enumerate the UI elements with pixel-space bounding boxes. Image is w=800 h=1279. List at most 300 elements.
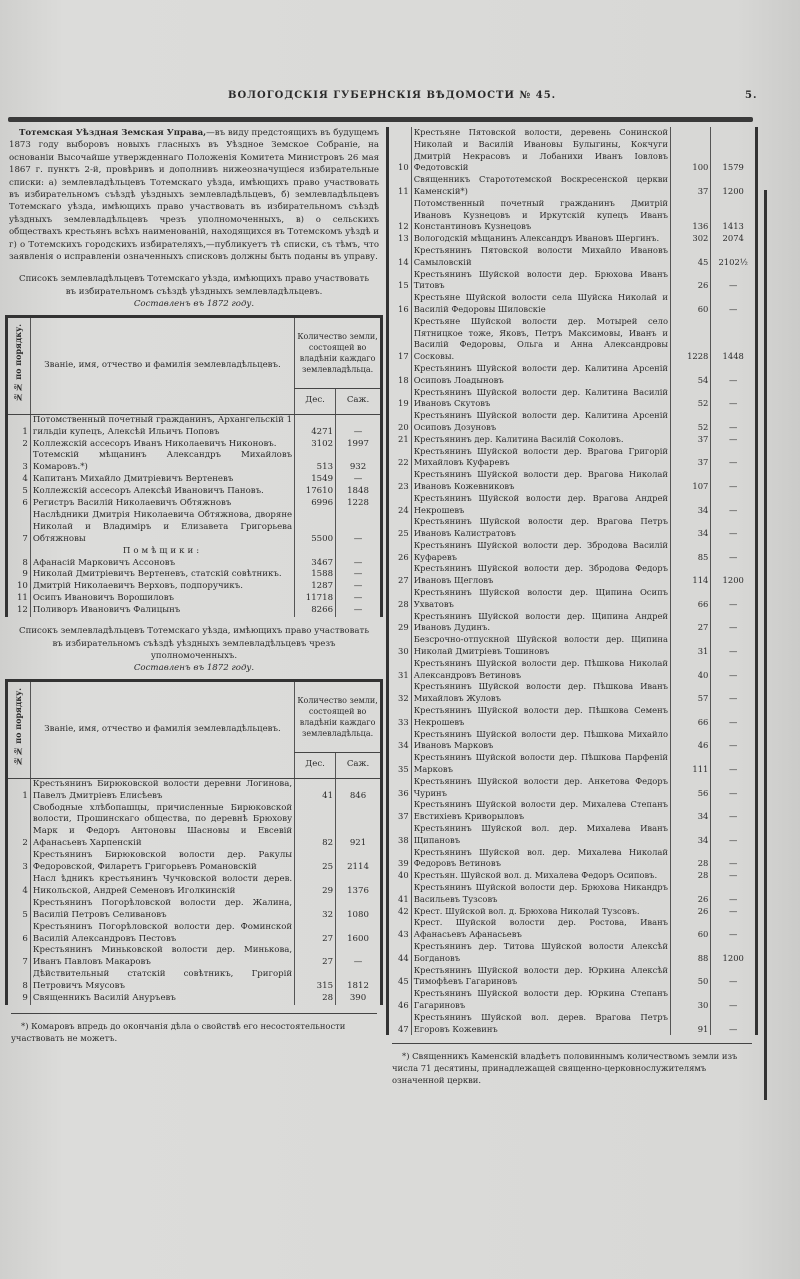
row-desiatiny: 1228 <box>671 316 711 363</box>
table-row <box>388 847 757 871</box>
row-name: Крестьянинъ Шуйской вол. дер. Михалева Николай Федоровъ Ветиновъ <box>413 846 668 869</box>
row-sazheni: — <box>711 292 757 316</box>
row-name: Вологодскій мѣщанинъ Александръ Ивановъ Шергинъ. <box>413 233 660 244</box>
row-number: 3 <box>7 850 31 874</box>
row-desiatiny: 60 <box>671 292 711 316</box>
row-number: 1 <box>7 778 31 802</box>
table-row <box>7 486 382 498</box>
row-name: Крестьянинъ Миньковской волости дер. Минькова, Иванъ Павловъ Макаровъ <box>32 945 293 968</box>
row-name: Крестьянинъ Шуйской волости дер. Збродова Василій Куфаревъ <box>413 539 668 562</box>
row-name: Крестьянинъ Шуйской волости дер. Щипина Осипъ Ухватовъ <box>413 587 668 609</box>
row-name: Безсрочно-отпускной Шуйской волости дер. Щипина Николай Дмитріевъ Тошиновъ <box>413 634 668 657</box>
table-row <box>7 898 382 922</box>
list2-col-name: Званіе, имя, отчество и фамилія землевладѣльцевъ. <box>30 680 294 778</box>
row-sazheni: 1600 <box>336 922 382 946</box>
row-number: 30 <box>388 634 412 658</box>
table-row <box>388 363 757 387</box>
row-name: Крестьянинъ Шуйской волости дер. Калитина Василій Ивановъ Скутовъ <box>413 386 668 409</box>
row-desiatiny: 88 <box>671 941 711 965</box>
table-row <box>388 446 757 470</box>
row-name: Регистръ Василій Николаевичъ Обтяжновъ <box>32 498 232 509</box>
table-row <box>388 882 757 906</box>
table-row <box>388 587 757 611</box>
row-name: Крестьян. Шуйской вол. д. Михалева Федоръ Осиповъ. <box>413 870 658 881</box>
row-desiatiny: 8266 <box>295 605 336 617</box>
row-sazheni: — <box>336 581 382 593</box>
row-name: Капитанъ Михайло Дмитріевичъ Вертеневъ <box>32 474 234 485</box>
table-row <box>388 729 757 753</box>
list1-caption: Списокъ землевладѣльцевъ Тотемскаго уѣзда, имѣющихъ право участвовать въ избирательномъ съѣздѣ уѣздныхъ землевладѣльцевъ. <box>19 274 369 297</box>
row-desiatiny: 26 <box>671 269 711 293</box>
row-number: 13 <box>388 233 412 245</box>
row-sazheni: — <box>711 516 757 540</box>
row-sazheni: — <box>711 823 757 847</box>
list2-col-dec: Дес. <box>295 752 336 778</box>
row-number: 7 <box>7 510 31 546</box>
table-row <box>388 540 757 564</box>
row-name: Крестьянинъ Шуйской волости дер. Врагова Григорій Михайловъ Куфаревъ <box>413 445 668 468</box>
row-number: 28 <box>388 587 412 611</box>
row-name: Крестьянинъ Шуйской волости дер. Михалева Степанъ Евстихіевъ Криворыловъ <box>413 799 668 822</box>
row-number: 38 <box>388 823 412 847</box>
list2-col-qty: Количество земли, состоящей во владѣніи каждаго землевладѣльца. <box>295 680 382 752</box>
row-desiatiny: 3102 <box>295 439 336 451</box>
row-name: Священникъ Василій Ануръевъ <box>32 993 176 1004</box>
row-name: Крестьяне Шуйской волости дер. Мотырей село Пятницкое тоже, Яковъ, Петръ Максимовы, Иванъ и Василій Федоровы, Ольга и Анна Александровы Сосковы. <box>413 315 668 362</box>
row-desiatiny: 5500 <box>295 510 336 546</box>
row-number: 1 <box>7 414 31 438</box>
table-row <box>388 269 757 293</box>
row-name: Потомственный почетный гражданинъ Дмитрій Ивановъ Кузнецовъ и Иркутскій купецъ Иванъ Константиновъ Кузнецовъ <box>413 197 668 232</box>
row-number: 47 <box>388 1012 412 1036</box>
row-sazheni: — <box>711 446 757 470</box>
table-row <box>7 439 382 451</box>
table-row <box>7 414 382 438</box>
list1-compiled: Составленъ въ 1872 году. <box>133 299 255 310</box>
row-sazheni: — <box>336 569 382 581</box>
row-number: 3 <box>7 450 31 474</box>
row-desiatiny: 85 <box>671 540 711 564</box>
row-desiatiny: 52 <box>671 387 711 411</box>
row-sazheni: 1228 <box>336 498 382 510</box>
list1-col-sazh: Саж. <box>336 388 382 414</box>
table-row <box>7 510 382 546</box>
row-number: 10 <box>7 581 31 593</box>
row-desiatiny: 37 <box>671 446 711 470</box>
row-number: 39 <box>388 847 412 871</box>
table-row <box>388 705 757 729</box>
row-name: Крестьянинъ Шуйской волости дер. Брюхова Никандръ Васильевъ Тузсовъ <box>413 882 668 904</box>
list2-caption: Списокъ землевладѣльцевъ Тотемскаго уѣзда, имѣющихъ право участвовать въ избирательномъ съѣздѣ уѣздныхъ землевладѣльцевъ чрезъ уполномоченныхъ. <box>19 626 369 661</box>
row-sazheni: — <box>711 799 757 823</box>
row-number: 4 <box>7 874 31 898</box>
table-row <box>388 316 757 363</box>
row-sazheni: — <box>711 906 757 918</box>
row-desiatiny: 114 <box>671 563 711 587</box>
table-row <box>388 493 757 517</box>
row-name: Крестьянинъ Шуйской волости дер. Врагова Николай Ивановъ Кожевниковъ <box>413 469 668 491</box>
row-name: Крестьянинъ Шуйской волости дер. Щипина Андрей Ивановъ Дудинъ. <box>413 610 668 633</box>
row-desiatiny: 17610 <box>295 486 336 498</box>
list2-caption-block <box>13 625 375 675</box>
table-row <box>388 681 757 705</box>
row-desiatiny: 28 <box>295 993 336 1005</box>
row-name: Коллежскій ассесоръ Алексѣй Ивановичъ Пановъ. <box>32 486 264 497</box>
row-name: Крестьянинъ Погорѣловской волости дер. Фоминской Василій Александровъ Пестовъ <box>32 921 293 944</box>
row-sazheni: — <box>711 269 757 293</box>
row-number: 37 <box>388 799 412 823</box>
row-desiatiny: 29 <box>295 874 336 898</box>
row-number: 19 <box>388 387 412 411</box>
row-desiatiny: 27 <box>671 611 711 635</box>
row-number: 18 <box>388 363 412 387</box>
table-row <box>7 498 382 510</box>
row-sazheni: 1200 <box>711 941 757 965</box>
row-name: Крестьянинъ Погорѣловской волости дер. Жалина, Василій Петровъ Селивановъ <box>32 897 293 920</box>
row-name: Крестьянинъ Бирюковской волости дер. Ракулы Федоровской, Филаретъ Григорьевъ Романовскій <box>32 850 293 873</box>
row-desiatiny: 37 <box>671 174 711 198</box>
row-sazheni: — <box>711 988 757 1012</box>
row-name: Крестьянинъ Шуйской волости дер. Юркина Алексѣй Тимофѣевъ Гагариновъ <box>413 964 668 987</box>
row-number: 11 <box>7 593 31 605</box>
row-name: Коллежскій ассесоръ Иванъ Николаевичъ Никоновъ. <box>32 438 277 449</box>
row-name: Николай Дмитріевичъ Вертеневъ, статскій совѣтникъ. <box>32 569 282 580</box>
row-sazheni: — <box>711 587 757 611</box>
table-row <box>7 945 382 969</box>
row-desiatiny: 6996 <box>295 498 336 510</box>
row-number: 17 <box>388 316 412 363</box>
row-name: Крестьянинъ Пятовской волости Михайло Ивановъ Самыловскій <box>413 244 668 267</box>
table-row <box>7 569 382 581</box>
row-number: 16 <box>388 292 412 316</box>
row-number: 5 <box>7 898 31 922</box>
page-number: 5. <box>745 90 758 101</box>
row-number: 15 <box>388 269 412 293</box>
row-number: 36 <box>388 776 412 800</box>
table-row <box>388 611 757 635</box>
row-desiatiny: 60 <box>671 917 711 941</box>
row-sazheni: 1200 <box>711 174 757 198</box>
list2-continued-table <box>386 127 758 1035</box>
page-edge-rule <box>764 190 767 1100</box>
table-row <box>7 778 382 802</box>
row-number: 12 <box>7 605 31 617</box>
row-number: 5 <box>7 486 31 498</box>
row-sazheni: 1812 <box>336 969 382 993</box>
table-row <box>7 474 382 486</box>
row-sazheni: — <box>711 1012 757 1036</box>
row-desiatiny: 40 <box>671 658 711 682</box>
row-number: 35 <box>388 752 412 776</box>
row-desiatiny: 315 <box>295 969 336 993</box>
row-desiatiny: 100 <box>671 127 711 174</box>
row-name: Тотемскій мѣщанинъ Александръ Михайловъ Комаровъ.*) <box>32 450 293 473</box>
row-sazheni: — <box>336 605 382 617</box>
row-name: Крестьяне Шуйской волости села Шуйска Николай и Василій Федоровы Шиловскіе <box>413 292 668 314</box>
row-name: Крестьянинъ Шуйской волости дер. Калитина Арсеній Осиповъ Дозуновъ <box>413 410 668 432</box>
row-desiatiny: 107 <box>671 469 711 493</box>
list2-table <box>5 679 383 1005</box>
row-number: 10 <box>388 127 412 174</box>
list1-col-dec: Дес. <box>295 388 336 414</box>
table-row <box>388 941 757 965</box>
table-row <box>388 245 757 269</box>
right-column <box>386 127 758 1086</box>
row-name: Насл ѣдникъ крестьянинъ Чучковской волости дерев. Никольской, Андрей Семеновъ Иголкинскій <box>32 873 293 896</box>
row-desiatiny: 37 <box>671 434 711 446</box>
row-name: Крестьянинъ дер. Калитина Василій Соколовъ. <box>413 433 624 444</box>
row-sazheni: — <box>711 493 757 517</box>
row-sazheni: — <box>711 681 757 705</box>
table-row <box>7 450 382 474</box>
row-number: 33 <box>388 705 412 729</box>
row-number: 32 <box>388 681 412 705</box>
row-sazheni: — <box>711 410 757 434</box>
row-desiatiny: 25 <box>295 850 336 874</box>
row-sazheni: 1848 <box>336 486 382 498</box>
row-sazheni: 390 <box>336 993 382 1005</box>
row-sazheni: 932 <box>336 450 382 474</box>
table-row <box>7 558 382 570</box>
row-name: Дмитрій Николаевичъ Верховъ, подпоручикъ. <box>32 581 243 592</box>
row-desiatiny: 52 <box>671 410 711 434</box>
row-desiatiny: 111 <box>671 752 711 776</box>
row-desiatiny: 3467 <box>295 558 336 570</box>
row-number: 11 <box>388 174 412 198</box>
row-desiatiny: 66 <box>671 705 711 729</box>
row-desiatiny: 46 <box>671 729 711 753</box>
row-name: Дѣйствительный статскій совѣтникъ, Григорій Петровичъ Мяусовъ <box>32 969 293 992</box>
row-sazheni: 1080 <box>336 898 382 922</box>
row-sazheni: — <box>711 634 757 658</box>
row-name: Свободные хлѣбопашцы, причисленные Бирюковской волости, Прошинскаго общества, по деревнѣ Брюхову Марк и Федоръ Антоновы Шасновы и Евсевій Афанасьевъ Харпенскій <box>32 802 293 849</box>
row-desiatiny: 34 <box>671 516 711 540</box>
row-desiatiny: 27 <box>295 945 336 969</box>
table-row <box>388 658 757 682</box>
row-number: 8 <box>7 969 31 993</box>
row-desiatiny: 34 <box>671 799 711 823</box>
table-row <box>388 198 757 233</box>
table-row <box>388 870 757 882</box>
row-name: Крестьянинъ Шуйской волости дер. Пѣшкова Михайло Ивановъ Марковъ <box>413 728 668 751</box>
row-desiatiny: 136 <box>671 198 711 233</box>
row-sazheni: — <box>336 510 382 546</box>
table-row <box>7 803 382 851</box>
row-sazheni: — <box>711 882 757 906</box>
table-row <box>388 434 757 446</box>
row-desiatiny: 57 <box>671 681 711 705</box>
header-rule <box>8 117 753 122</box>
row-name: Священникъ Старототемской Воскресенской церкви Каменскій*) <box>413 174 668 196</box>
row-desiatiny: 34 <box>671 823 711 847</box>
table-row <box>388 1012 757 1036</box>
row-sazheni: — <box>711 776 757 800</box>
list2-col-sazh: Саж. <box>336 752 382 778</box>
row-desiatiny: 1549 <box>295 474 336 486</box>
row-desiatiny: 11718 <box>295 593 336 605</box>
page-header <box>0 90 800 106</box>
table-row <box>388 965 757 989</box>
list2-compiled: Составленъ въ 1872 году. <box>133 663 255 674</box>
row-sazheni: 1448 <box>711 316 757 363</box>
row-sazheni: — <box>711 434 757 446</box>
intro-paragraph <box>9 127 379 263</box>
table-row <box>7 922 382 946</box>
row-number: 27 <box>388 563 412 587</box>
row-number: 23 <box>388 469 412 493</box>
row-number: 6 <box>7 498 31 510</box>
row-name: Крестьянинъ Шуйской вол. дер. Михалева Иванъ Щипановъ <box>413 823 668 845</box>
row-desiatiny: 1287 <box>295 581 336 593</box>
row-name: Афанасій Марковичъ Ассоновъ <box>32 557 176 568</box>
row-number: 34 <box>388 729 412 753</box>
row-sazheni: 1200 <box>711 563 757 587</box>
row-sazheni: 2102½ <box>711 245 757 269</box>
table-row <box>7 969 382 993</box>
row-desiatiny: 50 <box>671 965 711 989</box>
row-number: 29 <box>388 611 412 635</box>
row-desiatiny: 45 <box>671 245 711 269</box>
row-number: 12 <box>388 198 412 233</box>
row-name: Потомственный почетный гражданинъ, Архангельскій 1 гильдіи купецъ, Алексѣй Ильичъ Поповъ <box>32 414 293 437</box>
row-sazheni: — <box>711 658 757 682</box>
row-desiatiny: 34 <box>671 493 711 517</box>
row-sazheni: — <box>336 414 382 438</box>
row-sazheni: — <box>711 469 757 493</box>
row-name: Крестьянинъ Шуйской волости дер. Калитина Арсеній Осиповъ Лоадыновъ <box>413 362 668 385</box>
row-number: 9 <box>7 993 31 1005</box>
row-name: Крест. Шуйской волости дер. Ростова, Иванъ Афанасьевъ Афанасьевъ <box>413 917 668 940</box>
row-sazheni: — <box>336 945 382 969</box>
list1-header-row <box>7 316 382 388</box>
row-number: 40 <box>388 870 412 882</box>
row-sazheni: 2114 <box>336 850 382 874</box>
row-number: 31 <box>388 658 412 682</box>
table-row <box>7 593 382 605</box>
row-desiatiny: 54 <box>671 363 711 387</box>
row-name: Крестьянинъ Шуйской волости дер. Пѣшкова Парфеній Марковъ <box>413 752 668 775</box>
table-row <box>388 516 757 540</box>
table-row <box>388 410 757 434</box>
row-sazheni: — <box>711 752 757 776</box>
row-sazheni: 2074 <box>711 233 757 245</box>
row-desiatiny: 302 <box>671 233 711 245</box>
list1-col-num: №№ по порядку. <box>7 316 31 414</box>
row-name: Крестьянинъ Шуйской волости дер. Юркина Степанъ Гагариновъ <box>413 988 668 1010</box>
row-number: 45 <box>388 965 412 989</box>
table-row <box>388 387 757 411</box>
row-number: 24 <box>388 493 412 517</box>
row-sazheni: 1997 <box>336 439 382 451</box>
row-number: 2 <box>7 803 31 851</box>
row-number: 43 <box>388 917 412 941</box>
row-sazheni: 1413 <box>711 198 757 233</box>
row-sazheni: — <box>336 474 382 486</box>
row-desiatiny: 82 <box>295 803 336 851</box>
row-desiatiny: 91 <box>671 1012 711 1036</box>
table-row <box>388 469 757 493</box>
row-sazheni: — <box>711 729 757 753</box>
table-row <box>388 988 757 1012</box>
table-row <box>388 174 757 198</box>
list1-caption-block <box>13 273 375 310</box>
row-name: Крестьянинъ Шуйской волости дер. Пѣшкова Семенъ Некрошевъ <box>413 705 668 727</box>
table-row <box>388 799 757 823</box>
row-number: 42 <box>388 906 412 918</box>
row-desiatiny: 30 <box>671 988 711 1012</box>
intro-lead: Тотемская Уѣздная Земская Управа, <box>19 128 207 138</box>
row-name: Крестьянинъ Шуйской волости дер. Врагова Андрей Некрошевъ <box>413 492 668 515</box>
table-row <box>388 292 757 316</box>
row-sazheni: — <box>711 611 757 635</box>
table-row <box>388 752 757 776</box>
row-number: 14 <box>388 245 412 269</box>
row-name: Крестьяне Пятовской волости, деревень Сонинской Николай и Василій Ивановы Булыгины, Кокчуги Дмитрій Некрасовъ и Лобанихи Иванъ Іовловъ Федотовскій <box>413 127 668 173</box>
row-number: 6 <box>7 922 31 946</box>
row-desiatiny: 32 <box>295 898 336 922</box>
row-number: 41 <box>388 882 412 906</box>
row-sazheni: — <box>711 540 757 564</box>
row-number: 4 <box>7 474 31 486</box>
section-landowners: Помѣщики: <box>122 545 203 556</box>
table-row <box>388 823 757 847</box>
table-row <box>7 850 382 874</box>
row-sazheni: — <box>336 593 382 605</box>
row-sazheni: — <box>711 363 757 387</box>
row-number: 9 <box>7 569 31 581</box>
table-row <box>388 776 757 800</box>
row-sazheni: 1376 <box>336 874 382 898</box>
row-number: 20 <box>388 410 412 434</box>
row-desiatiny: 4271 <box>295 414 336 438</box>
row-name: Крестьянинъ Шуйской волости дер. Пѣшкова Иванъ Михайловъ Жуловъ <box>413 681 668 704</box>
row-desiatiny: 41 <box>295 778 336 802</box>
row-number: 2 <box>7 439 31 451</box>
intro-text: —въ виду предстоящихъ въ будущемъ 1873 году выборовъ новыхъ гласныхъ въ Уѣздное Земское Собраніе, на основаніи Высочайше утвержденнаго Положенія Комитета Министровъ 26 мая 1867 г. пунктъ 2-й, провѣривъ и дополнивъ нижеозначущіеся избирательные списки: а) землевладѣльцевъ Тотемскаго уѣзда, имѣющихъ право участвовать въ избирательномъ съѣздѣ уѣздныхъ землевладѣльцевъ, б) землевладѣльцевъ Тотемскаго уѣзда, имѣющихъ право участвовать въ избирательномъ съѣздѣ уѣздныхъ землевладѣльцевъ чрезъ уполномоченныхъ, в) о сельскихъ обществахъ крестьянъ всѣхъ наименованій, находящихся въ Тотемскомъ уѣздѣ и г) о Тотемскихъ городскихъ избирателяхъ,—публикуетъ тѣ списки, съ тѣмъ, что заявленія о исправленіи означенныхъ списковъ должны быть поданы въ управу. <box>9 128 379 263</box>
table-row <box>7 874 382 898</box>
row-name: Крестьянинъ Шуйской волости дер. Анкетова Федоръ Чуринъ <box>413 775 668 798</box>
row-desiatiny: 26 <box>671 882 711 906</box>
row-desiatiny: 27 <box>295 922 336 946</box>
row-name: Крест. Шуйской вол. д. Брюхова Николай Тузсовъ. <box>413 905 640 916</box>
list1-footnote: *) Комаровъ впредь до окончанія дѣла о свойствѣ его несостоятельности участвовать не можетъ. <box>11 1013 377 1044</box>
row-name: Поливоръ Ивановичъ Фалицынъ <box>32 605 181 616</box>
row-desiatiny: 28 <box>671 847 711 871</box>
table-row <box>388 906 757 918</box>
row-sazheni: — <box>711 705 757 729</box>
row-name: Крестьянинъ Шуйской волости дер. Пѣшкова Николай Александровъ Ветиновъ <box>413 657 668 680</box>
row-number: 22 <box>388 446 412 470</box>
row-name: Наслѣдники Дмитрія Николаевича Обтяжнова, дворяне Николай и Владиміръ и Елизавета Григорьева Обтяжновы <box>32 509 293 544</box>
row-number: 7 <box>7 945 31 969</box>
table-row <box>7 605 382 617</box>
list2-col-num: №№ по порядку. <box>7 680 31 778</box>
row-desiatiny: 513 <box>295 450 336 474</box>
list1-table <box>5 315 383 617</box>
table-row <box>388 917 757 941</box>
left-column <box>5 127 383 1044</box>
row-name: Крестьянинъ Бирюковской волости деревни Логинова, Павелъ Дмитріевъ Елисѣевъ <box>32 778 293 801</box>
table-row <box>7 993 382 1005</box>
table-row <box>388 563 757 587</box>
row-sazheni: — <box>711 870 757 882</box>
table-row <box>388 127 757 174</box>
row-desiatiny: 31 <box>671 634 711 658</box>
row-number: 25 <box>388 516 412 540</box>
row-sazheni: 1579 <box>711 127 757 174</box>
row-sazheni: — <box>711 847 757 871</box>
row-desiatiny: 66 <box>671 587 711 611</box>
